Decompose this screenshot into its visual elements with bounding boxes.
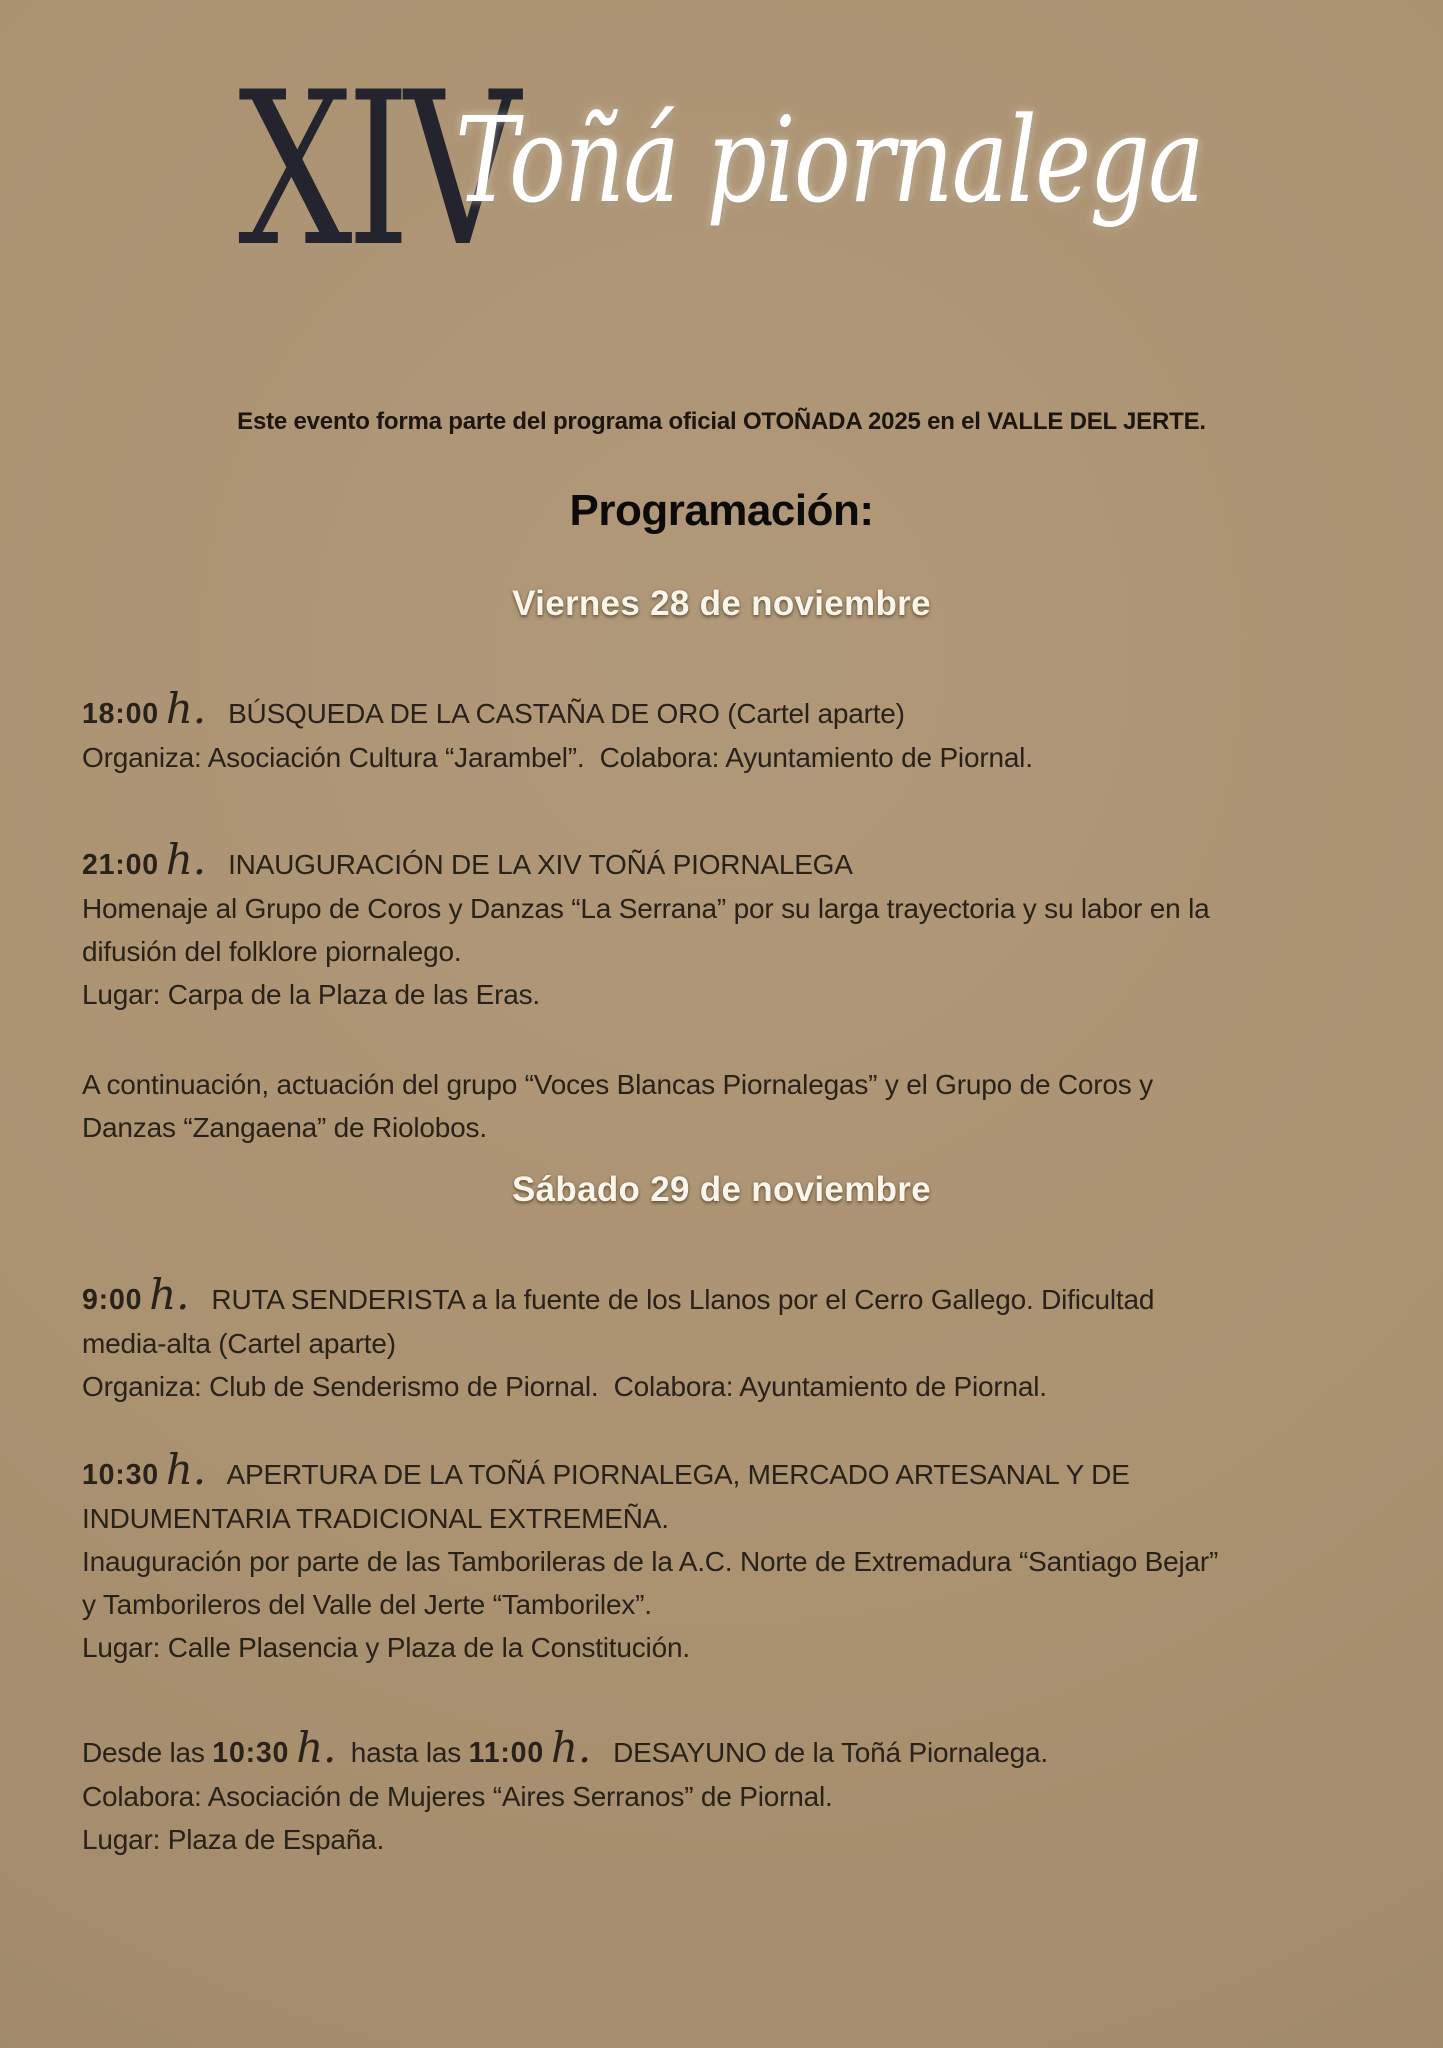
hour-script-glyph: h. bbox=[165, 835, 206, 884]
event-text: Colabora: Asociación de Mujeres “Aires Serranos” de Piornal. bbox=[82, 1781, 833, 1812]
event-line bbox=[82, 887, 1391, 930]
event-line bbox=[82, 736, 1391, 779]
event-line bbox=[82, 1365, 1391, 1408]
event-text: A continuación, actuación del grupo “Voces Blancas Piornalegas” y el Grupo de Coros y bbox=[82, 1069, 1153, 1100]
event-text: hasta las bbox=[343, 1737, 469, 1768]
hour-script-glyph: h. bbox=[165, 684, 206, 733]
event-line bbox=[82, 684, 1391, 736]
day-header: Sábado 29 de noviembre bbox=[512, 1170, 931, 1209]
event-line bbox=[82, 973, 1391, 1016]
event-block bbox=[82, 1445, 1391, 1669]
hour-script-glyph: h. bbox=[165, 1445, 206, 1494]
hour-script-glyph: h. bbox=[149, 1270, 190, 1319]
event-text: Lugar: Calle Plasencia y Plaza de la Constitución. bbox=[82, 1632, 690, 1663]
event-time: 9:00 bbox=[82, 1284, 143, 1316]
event-text: Danzas “Zangaena” de Riolobos. bbox=[82, 1112, 487, 1143]
event-text: Organiza: Asociación Cultura “Jarambel”. Colabora: Ayuntamiento de Piornal. bbox=[82, 742, 1033, 773]
event-block bbox=[82, 835, 1391, 1016]
event-text: Homenaje al Grupo de Coros y Danzas “La Serrana” por su larga trayectoria y su labor en la bbox=[82, 893, 1210, 924]
event-text: Lugar: Carpa de la Plaza de las Eras. bbox=[82, 979, 540, 1010]
event-text: Lugar: Plaza de España. bbox=[82, 1824, 385, 1855]
event-time: 10:30 bbox=[212, 1737, 290, 1769]
event-text: Inauguración por parte de las Tamborileras de la A.C. Norte de Extremadura “Santiago Bejar” bbox=[82, 1546, 1219, 1577]
event-text: Desde las bbox=[82, 1737, 213, 1768]
event-time: 21:00 bbox=[82, 849, 159, 881]
intro-note: Este evento forma parte del programa oficial OTOÑADA 2025 en el VALLE DEL JERTE. bbox=[237, 408, 1206, 435]
event-text: APERTURA DE LA TOÑÁ PIORNALEGA, MERCADO ARTESANAL Y DE bbox=[212, 1459, 1130, 1490]
event-block bbox=[82, 684, 1391, 779]
program-heading: Programación: bbox=[569, 486, 874, 535]
title-roman-numeral: XIV bbox=[238, 46, 515, 293]
event-line bbox=[82, 1106, 1391, 1149]
event-line bbox=[82, 1540, 1391, 1583]
event-line bbox=[82, 1445, 1391, 1497]
event-line bbox=[82, 1723, 1391, 1775]
event-line bbox=[82, 1270, 1391, 1322]
event-line bbox=[82, 1063, 1391, 1106]
event-time: 18:00 bbox=[82, 698, 159, 730]
hour-script-glyph: h. bbox=[550, 1723, 591, 1772]
event-text: BÚSQUEDA DE LA CASTAÑA DE ORO (Cartel aparte) bbox=[212, 698, 905, 729]
event-line bbox=[82, 930, 1391, 973]
event-line bbox=[82, 1322, 1391, 1365]
event-text: INDUMENTARIA TRADICIONAL EXTREMEÑA. bbox=[82, 1503, 669, 1534]
hour-script-glyph: h. bbox=[296, 1723, 337, 1772]
event-text: DESAYUNO de la Toñá Piornalega. bbox=[598, 1737, 1048, 1768]
event-block bbox=[82, 1063, 1391, 1149]
event-text: media-alta (Cartel aparte) bbox=[82, 1328, 396, 1359]
event-time: 10:30 bbox=[82, 1459, 159, 1491]
day-header: Viernes 28 de noviembre bbox=[512, 584, 931, 623]
event-line bbox=[82, 1583, 1391, 1626]
event-line bbox=[82, 835, 1391, 887]
event-text: y Tamborileros del Valle del Jerte “Tamborilex”. bbox=[82, 1589, 652, 1620]
event-text: INAUGURACIÓN DE LA XIV TOÑÁ PIORNALEGA bbox=[212, 849, 853, 880]
title-script-text: Toñá piornalega bbox=[455, 91, 1203, 229]
event-text: difusión del folklore piornalego. bbox=[82, 936, 462, 967]
event-block bbox=[82, 1270, 1391, 1408]
event-line bbox=[82, 1626, 1391, 1669]
event-line bbox=[82, 1818, 1391, 1861]
event-block bbox=[82, 1723, 1391, 1861]
event-time: 11:00 bbox=[468, 1737, 544, 1769]
event-text: RUTA SENDERISTA a la fuente de los Llanos por el Cerro Gallego. Dificultad bbox=[196, 1284, 1155, 1315]
event-text: Organiza: Club de Senderismo de Piornal. Colabora: Ayuntamiento de Piornal. bbox=[82, 1371, 1047, 1402]
event-line bbox=[82, 1775, 1391, 1818]
event-line bbox=[82, 1497, 1391, 1540]
